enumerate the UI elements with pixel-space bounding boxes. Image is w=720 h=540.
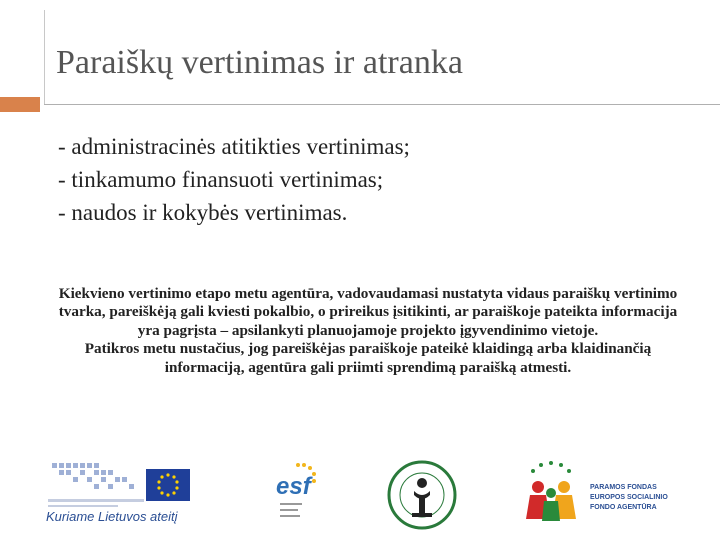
- ministry-slogan: Kuriame Lietuvos ateitį: [46, 509, 178, 524]
- esf-text: esf: [276, 473, 311, 500]
- slide-title: Paraiškų vertinimas ir atranka: [56, 44, 463, 81]
- support-circle-icon: [384, 459, 460, 531]
- people-group-icon: [516, 459, 586, 529]
- logo-strip: [0, 455, 720, 535]
- bullet-item: - administracinės atitikties vertinimas;: [58, 134, 410, 159]
- support-circle-logo: [384, 459, 460, 531]
- title-divider: [44, 104, 720, 105]
- bullet-item: - naudos ir kokybės vertinimas.: [58, 200, 348, 225]
- fund-agency-logo: [590, 483, 700, 523]
- accent-bar: [0, 97, 40, 112]
- paragraph: Patikros metu nustačius, jog pareiškėjas paraiškoje pateikė klaidingą arba klaidinančią informaciją, agentūra gali priimti sprendimą paraišką atmesti.: [84, 340, 652, 376]
- bullet-list: [58, 130, 698, 229]
- eu-flag-icon: [146, 469, 190, 501]
- title-vertical-rule: [44, 10, 45, 104]
- fund-name-line: FONDO AGENTŪRA: [590, 504, 657, 511]
- esf-logo: [274, 461, 324, 531]
- paragraph: Kiekvieno vertinimo etapo metu agentūra, vadovaudamasi nustatyta vidaus paraiškų vertinimo tvarka, pareiškėją gali kviesti pokalbio, o prireikus įsitikinti, ar paraiškoje pateikta informacija yra pagrįsta – apsilankyti planuojamoje projekto įgyvendinimo vietoje.: [58, 285, 678, 339]
- fund-name-line: EUROPOS SOCIALINIO: [590, 494, 668, 501]
- bullet-item: - tinkamumo finansuoti vertinimas;: [58, 167, 384, 192]
- fund-name-line: PARAMOS FONDAS: [590, 484, 657, 491]
- eu-flag: [146, 469, 190, 501]
- body-text: [58, 285, 678, 377]
- people-group-logo: [516, 459, 586, 529]
